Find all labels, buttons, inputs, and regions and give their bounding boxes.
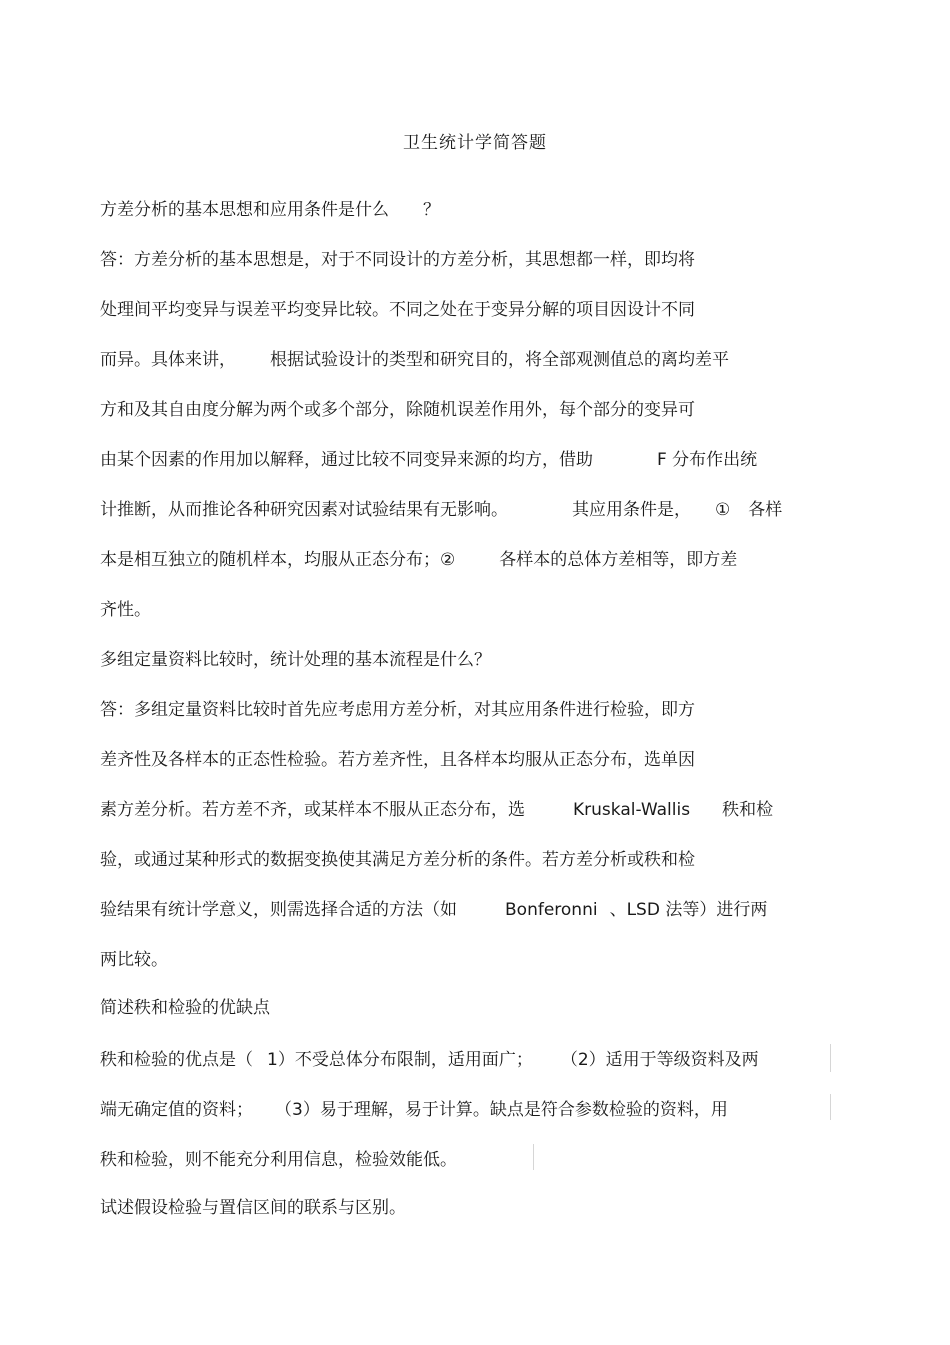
question-4 — [100, 1196, 840, 1220]
text-span: 方和及其自由度分解为两个或多个部分，除随机误差作用外，每个部分的变异可 — [100, 400, 695, 420]
text-span: 秩和检验的优点是（ — [100, 1050, 253, 1070]
answer-1-line-7 — [100, 548, 840, 572]
margin-rule — [830, 1044, 831, 1072]
question-2 — [100, 648, 840, 672]
question-3 — [100, 996, 840, 1020]
text-span: 根据试验设计的类型和研究目的，将全部观测值总的离均差平 — [270, 350, 729, 370]
text-span: 处理间平均变异与误差平均变异比较。不同之处在于变异分解的项目因设计不同 — [100, 300, 695, 320]
text-span: 答：方差分析的基本思想是，对于不同设计的方差分析，其思想都一样，即均将 — [100, 250, 695, 270]
answer-3-line-3 — [100, 1148, 840, 1172]
answer-1-line-5 — [100, 448, 840, 472]
text-span: 答：多组定量资料比较时首先应考虑用方差分析，对其应用条件进行检验，即方 — [100, 700, 695, 720]
latin-term: Kruskal-Wallis — [573, 800, 691, 820]
answer-1-line-8 — [100, 598, 840, 622]
document-title: 卫生统计学简答题 — [403, 133, 547, 153]
text-span: 1）不受总体分布限制，适用面广； — [267, 1050, 533, 1070]
text-span: 各样 — [748, 500, 783, 520]
circled-number: ① — [715, 500, 731, 520]
text-span: 秩和检 — [722, 800, 774, 820]
text-span: 而异。具体来讲， — [100, 350, 236, 370]
text-span: 验，或通过某种形式的数据变换使其满足方差分析的条件。若方差分析或秩和检 — [100, 850, 695, 870]
text-span: （3）易于理解，易于计算。缺点是符合参数检验的资料，用 — [275, 1100, 728, 1120]
answer-1-line-1 — [100, 248, 840, 272]
answer-2-line-5 — [100, 898, 840, 922]
text-span: F 分布作出统 — [657, 450, 758, 470]
text-span: 各样本的总体方差相等，即方差 — [499, 550, 738, 570]
answer-2-line-1 — [100, 698, 840, 722]
question-mark: ？ — [423, 200, 440, 220]
answer-1-line-4 — [100, 398, 840, 422]
text-span: 两比较。 — [100, 950, 168, 970]
latin-term: Bonferonni — [505, 900, 598, 920]
text-span: 其应用条件是， — [572, 500, 691, 520]
text-span: 、LSD 法等）进行两 — [609, 900, 768, 920]
answer-2-line-6 — [100, 948, 840, 972]
text-span: 差齐性及各样本的正态性检验。若方差齐性，且各样本均服从正态分布，选单因 — [100, 750, 695, 770]
question-text: 方差分析的基本思想和应用条件是什么 — [100, 200, 389, 220]
answer-1-line-3 — [100, 348, 840, 372]
text-span: 由某个因素的作用加以解释，通过比较不同变异来源的均方，借助 — [100, 450, 593, 470]
margin-rule — [533, 1144, 534, 1170]
answer-2-line-2 — [100, 748, 840, 772]
margin-rule — [830, 1094, 831, 1120]
answer-1-line-2 — [100, 298, 840, 322]
answer-2-line-3 — [100, 798, 840, 822]
answer-1-line-6 — [100, 498, 840, 522]
answer-3-line-1 — [100, 1048, 840, 1072]
question-text: 试述假设检验与置信区间的联系与区别。 — [100, 1198, 406, 1218]
text-span: 秩和检验，则不能充分利用信息，检验效能低。 — [100, 1150, 457, 1170]
question-text: 多组定量资料比较时，统计处理的基本流程是什么？ — [100, 650, 491, 670]
text-span: （2）适用于等级资料及两 — [560, 1050, 759, 1070]
text-span: 齐性。 — [100, 600, 151, 620]
text-span: 计推断，从而推论各种研究因素对试验结果有无影响。 — [100, 500, 508, 520]
answer-3-line-2 — [100, 1098, 840, 1122]
question-1 — [100, 198, 840, 222]
text-span: 本是相互独立的随机样本，均服从正态分布；② — [100, 550, 456, 570]
text-span: 验结果有统计学意义，则需选择合适的方法（如 — [100, 900, 457, 920]
text-span: 端无确定值的资料； — [100, 1100, 253, 1120]
answer-2-line-4 — [100, 848, 840, 872]
text-span: 素方差分析。若方差不齐，或某样本不服从正态分布，选 — [100, 800, 525, 820]
question-text: 简述秩和检验的优缺点 — [100, 998, 270, 1018]
